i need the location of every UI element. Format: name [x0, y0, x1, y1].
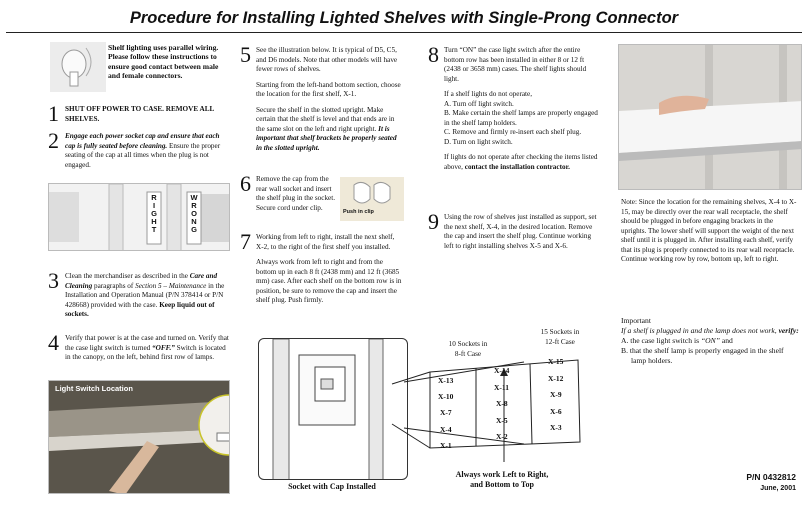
- label-12ft: 15 Sockets in 12-ft Case: [540, 328, 580, 346]
- step-number: 6: [240, 171, 251, 196]
- step-8-item-a: A. Turn off light switch.: [444, 99, 514, 108]
- step-3: [48, 268, 230, 320]
- note-text: Note: Since the location for the remaining shelves, X-4 to X-15, may be directly over the rear wall receptacle, the shelf should be plugged in before engaging brackets in the uprights. The lower shelf will support the weight of the next shelf until it is plugged in. After installing each shelf, verify that its plug is properly connected to its rear wall receptacle. Continue working row by row, bottom up, left to right.: [621, 198, 797, 263]
- cap-seating-illustration: [49, 184, 230, 251]
- cell-x14: X-14: [494, 366, 510, 375]
- cell-x12: X-12: [548, 374, 564, 383]
- step-9-text: Using the row of shelves just installed as support, set the next shelf, X-4, in the desired location. Remove the cap and insert the shelf plug. Continue working left to right installing shelves X-5 and X-6.: [444, 213, 597, 250]
- cell-x7: X-7: [440, 408, 452, 417]
- step-2-warning: Engage each power socket cap and ensure that each cap is fully seated before cleaning.: [65, 132, 220, 150]
- cell-x6: X-6: [550, 407, 562, 416]
- step-number: 5: [240, 42, 251, 67]
- step-8-contact: contact the installation contractor.: [464, 162, 570, 171]
- intro-text: Shelf lighting uses parallel wiring. Please follow these instructions to ensure good contact between male and female connectors.: [108, 43, 219, 80]
- label-8ft: 10 Sockets in 8-ft Case: [448, 340, 488, 358]
- step-number: 1: [48, 101, 59, 126]
- cell-x9: X-9: [550, 390, 562, 399]
- step-8-p1: Turn “ON” the case light switch after the entire bottom row has been installed in either 8 or 12 ft (2438 or 3658 mm) cases. The shelf lights should light.: [444, 46, 587, 83]
- step-4: [48, 330, 230, 363]
- step-5-p1: See the illustration below. It is typical of D5, C5, and D6 models. Note that other models will have fewer rows of shelves.: [256, 46, 398, 73]
- step-4-text-a: Verify that power is at the case and turned on. Verify that the case light switch is turned: [65, 334, 229, 352]
- canopy-illustration: [49, 381, 230, 494]
- shelf-illustration: [619, 45, 802, 190]
- step-5: [240, 42, 402, 159]
- cell-x2: X-2: [496, 432, 508, 441]
- step-6-text: Remove the cap from the rear wall socket and insert the shelf plug in the socket. Secure cord under clip.: [256, 175, 336, 212]
- step-7: [240, 229, 402, 312]
- step-number: 2: [48, 128, 59, 153]
- step-9: [428, 209, 602, 251]
- page-title: Procedure for Installing Lighted Shelves with Single-Prong Connector: [129, 9, 679, 27]
- step-6: [240, 171, 340, 213]
- cell-x3: X-3: [550, 423, 562, 432]
- step-8: [428, 42, 602, 178]
- step-number: 3: [48, 268, 59, 293]
- cell-x11: X-11: [494, 383, 509, 392]
- connector-illustration: [50, 42, 106, 92]
- step-3-text-e: in the Installation and Operation Manual (P/N 378414 or P/N 428668) provided with the case.: [65, 281, 225, 309]
- diagram-caption: Always work Left to Right, and Bottom to Top: [455, 470, 549, 490]
- step-3-text-a: Clean the merchandiser as described in the: [65, 272, 190, 280]
- step-3-section: Section 5 – Maintenance: [135, 281, 207, 290]
- title-rule: [6, 32, 802, 33]
- step-3-keep-liquid: Keep liquid out of sockets.: [65, 300, 215, 318]
- step-2-text: Ensure the proper seating of the cap at all times when the plug is not engaged.: [65, 141, 221, 169]
- step-3-care: Care and Cleaning: [65, 272, 218, 290]
- push-in-clip-photo: [340, 177, 404, 221]
- important-item-a: A. the case light switch is: [621, 336, 701, 346]
- step-5-important: It is important that shelf brackets be properly seated in the slotted upright.: [256, 124, 397, 152]
- step-4-text-c: Switch is located in the canopy, on the left, behind first row of lamps.: [65, 343, 226, 361]
- step-1: [48, 101, 230, 126]
- cell-x1: X-1: [440, 441, 452, 450]
- important-lead: If a shelf is plugged in and the lamp does not work,: [621, 326, 779, 336]
- step-5-p3: Secure the shelf in the slotted upright. Make certain that the shelf is level and that ends are in the same slot on the left and right upright.: [256, 105, 395, 133]
- important-on: “ON”: [700, 336, 720, 346]
- socket-caption: Socket with Cap Installed: [288, 482, 376, 491]
- step-8-item-b: B. Make certain the shelf lamps are properly engaged in the shelf lamp holders.: [444, 109, 598, 127]
- light-switch-label: Light Switch Location: [55, 384, 133, 393]
- cell-x4: X-4: [440, 425, 452, 434]
- step-3-text-c: paragraphs of: [92, 281, 136, 290]
- important-and: and: [719, 336, 733, 346]
- step-8-p3: If lights do not operate after checking the items listed above,: [444, 153, 598, 171]
- step-number: 8: [428, 42, 439, 67]
- cell-x15: X-15: [548, 357, 564, 366]
- step-number: 7: [240, 229, 251, 254]
- cell-x5: X-5: [496, 416, 508, 425]
- part-number: P/N 0432812: [746, 472, 796, 482]
- step-4-off: “OFF.”: [152, 343, 175, 352]
- step-number: 9: [428, 209, 439, 234]
- right-label: R I G H T: [151, 193, 157, 234]
- right-wrong-photo: [48, 183, 230, 251]
- step-7-p2: Always work from left to right and from the bottom up in each 8 ft (2438 mm) and 12 ft (3685 mm) case. After each shelf on the bottom row is in position, be sure to remove the cap and insert the shelf plug. Push firmly.: [256, 258, 402, 304]
- step-8-item-d: D. Turn on light switch.: [444, 137, 513, 146]
- cell-x10: X-10: [438, 392, 454, 401]
- light-switch-photo: [48, 380, 230, 494]
- step-1-text: SHUT OFF POWER TO CASE. REMOVE ALL SHELVES.: [65, 105, 214, 123]
- shelf-photo: [618, 44, 802, 190]
- important-verify: verify:: [778, 326, 799, 336]
- important-heading: Important: [621, 316, 651, 325]
- cell-x13: X-13: [438, 376, 454, 385]
- wrong-label: W R O N G: [190, 193, 198, 234]
- connector-photo: [50, 42, 106, 92]
- step-8-p2: If a shelf lights do not operate,: [444, 90, 533, 98]
- step-8-item-c: C. Remove and firmly re-insert each shelf plug.: [444, 128, 582, 136]
- important-box: [621, 316, 799, 366]
- important-item-b: B. that the shelf lamp is properly engaged in the shelf lamp holders.: [621, 346, 784, 366]
- step-5-p2: Starting from the left-hand bottom section, choose the location for the first shelf, X-1.: [256, 80, 401, 98]
- step-7-p1: Working from left to right, install the next shelf, X-2, to the right of the first shelf you installed.: [256, 233, 395, 251]
- cell-x8: X-8: [496, 399, 508, 408]
- date: June, 2001: [760, 485, 796, 492]
- step-number: 4: [48, 330, 59, 355]
- push-in-clip-label: Push in clip: [343, 209, 374, 215]
- step-2: [48, 128, 230, 170]
